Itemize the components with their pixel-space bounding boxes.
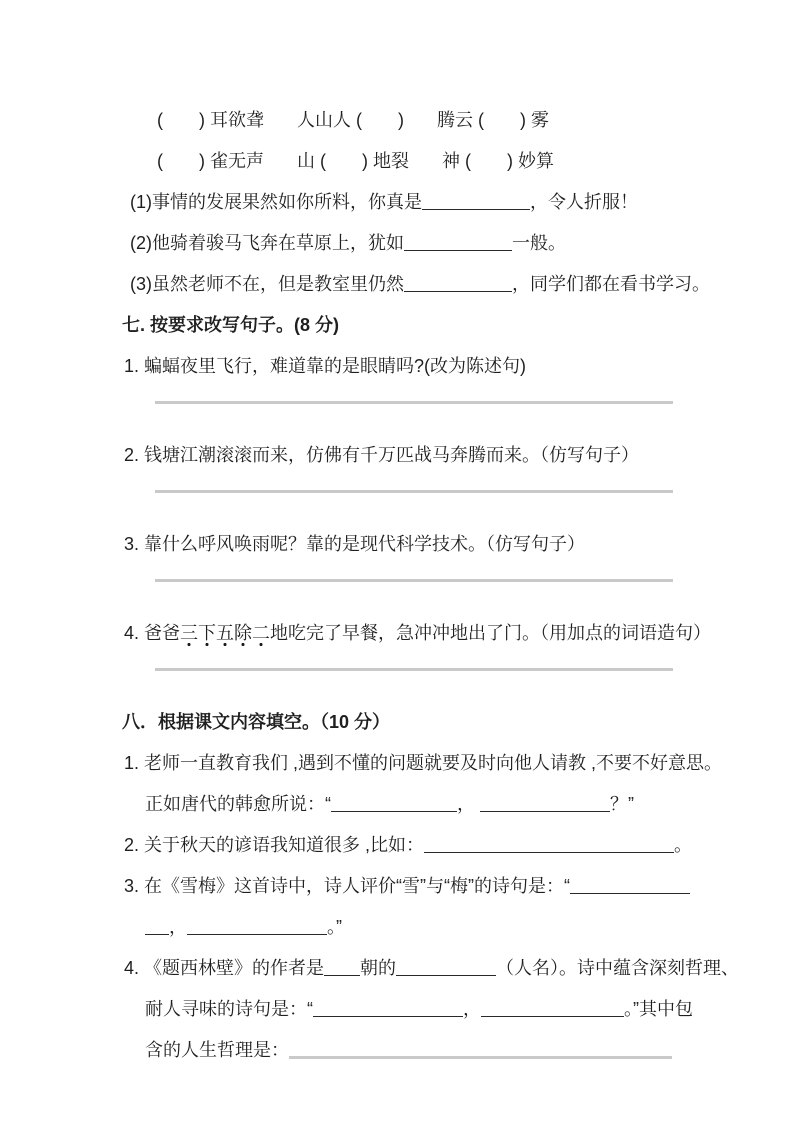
idiom-item: ( ) 雀无声 — [157, 151, 264, 171]
idiom-row-1 — [122, 100, 687, 141]
idiom-row-2 — [122, 141, 687, 182]
fill-sentence-2 — [122, 223, 687, 264]
question-text: 正如唐代的韩愈所说：“ — [145, 794, 331, 814]
blank-line — [187, 929, 327, 935]
answer-line-row — [122, 668, 687, 702]
question-text: ？” — [610, 794, 635, 814]
blank-line — [480, 806, 610, 812]
answer-line-row — [122, 579, 687, 613]
question-text: 。” — [327, 917, 342, 937]
sentence-text: 一般。 — [512, 233, 566, 253]
section8-question-1-line1: 1. 老师一直教育我们 ,遇到不懂的问题就要及时向他人请教 ,不要不好意思。 — [124, 753, 723, 773]
blank-line-gray — [289, 1051, 672, 1059]
idiom-item: 神 ( ) 妙算 — [442, 151, 555, 171]
section8-question-4-line3 — [122, 1030, 687, 1071]
sentence-text: (1)事情的发展果然如你所料，你真是 — [130, 192, 422, 212]
blank-line — [396, 970, 496, 976]
fill-sentence-3 — [122, 264, 710, 305]
document-page — [122, 100, 740, 1071]
section7-question-4 — [122, 613, 712, 654]
idiom-item: 山 ( ) 地裂 — [297, 151, 410, 171]
question-text: 朝的 — [360, 958, 397, 978]
question-text: 。”其中包 — [624, 999, 693, 1019]
section7-question-1: 1. 蝙蝠夜里飞行，难道靠的是眼睛吗?(改为陈述句) — [124, 356, 527, 376]
section8-question-3-line2 — [122, 907, 687, 948]
sentence-text: (3)虽然老师不在，但是教室里仍然 — [130, 274, 404, 294]
question-text: 4. 《题西林壁》的作者是 — [124, 958, 325, 978]
question-text: ， — [457, 794, 475, 814]
blank-line — [424, 847, 674, 853]
blank-line — [404, 286, 512, 292]
answer-line — [155, 668, 673, 671]
section7-question-2: 2. 钱塘江潮滚滚而来，仿佛有千万匹战马奔腾而来。（仿写句子） — [124, 445, 640, 465]
blank-line — [570, 888, 690, 894]
question-text: （人名）。诗中蕴含深刻哲理、 — [496, 958, 740, 978]
question-text: 3. 在《雪梅》这首诗中，诗人评价“雪”与“梅”的诗句是：“ — [124, 876, 570, 896]
answer-line — [155, 579, 673, 582]
answer-line — [155, 401, 673, 404]
fill-sentence-1 — [122, 182, 687, 223]
blank-line — [313, 1011, 463, 1017]
dotted-emphasis-words: 三下五除二 — [180, 623, 270, 647]
section8-question-1-line2 — [122, 784, 687, 825]
sentence-text: (2)他骑着骏马飞奔在草原上，犹如 — [130, 233, 404, 253]
idiom-item: 腾云 ( ) 雾 — [437, 110, 550, 130]
section7-question-3: 3. 靠什么呼风唤雨呢？靠的是现代科学技术。（仿写句子） — [124, 534, 586, 554]
question-text: ， — [463, 999, 481, 1019]
answer-line — [155, 490, 673, 493]
section8-question-4-line1 — [122, 948, 740, 989]
section8-title: 八．根据课文内容填空。（10 分） — [122, 712, 391, 732]
answer-line-row — [122, 401, 687, 435]
question-text: ， — [169, 917, 187, 937]
answer-line-row — [122, 490, 687, 524]
blank-line — [145, 929, 169, 935]
question-text: 地吃完了早餐，急冲冲地出了门。（用加点的词语造句） — [270, 623, 712, 643]
idiom-item: ( ) 耳欲聋 — [157, 110, 264, 130]
blank-line — [331, 806, 457, 812]
question-text: 。 — [674, 835, 693, 855]
question-text: 2. 关于秋天的谚语我知道很多 ,比如： — [124, 835, 425, 855]
question-text: 4. 爸爸 — [124, 623, 181, 643]
blank-line — [324, 970, 360, 976]
blank-line — [404, 245, 512, 251]
idiom-item: 人山人 ( ) — [297, 110, 405, 130]
section8-question-3-line1 — [122, 866, 687, 907]
sentence-text: ，令人折服！ — [530, 192, 638, 212]
sentence-text: ，同学们都在看书学习。 — [512, 274, 710, 294]
blank-line — [422, 204, 530, 210]
question-text: 含的人生哲理是： — [145, 1040, 289, 1060]
blank-line — [481, 1011, 624, 1017]
question-text: 耐人寻味的诗句是：“ — [145, 999, 313, 1019]
section8-question-2 — [122, 825, 693, 866]
section7-title: 七. 按要求改写句子。(8 分) — [122, 315, 340, 335]
section8-question-4-line2 — [122, 989, 693, 1030]
